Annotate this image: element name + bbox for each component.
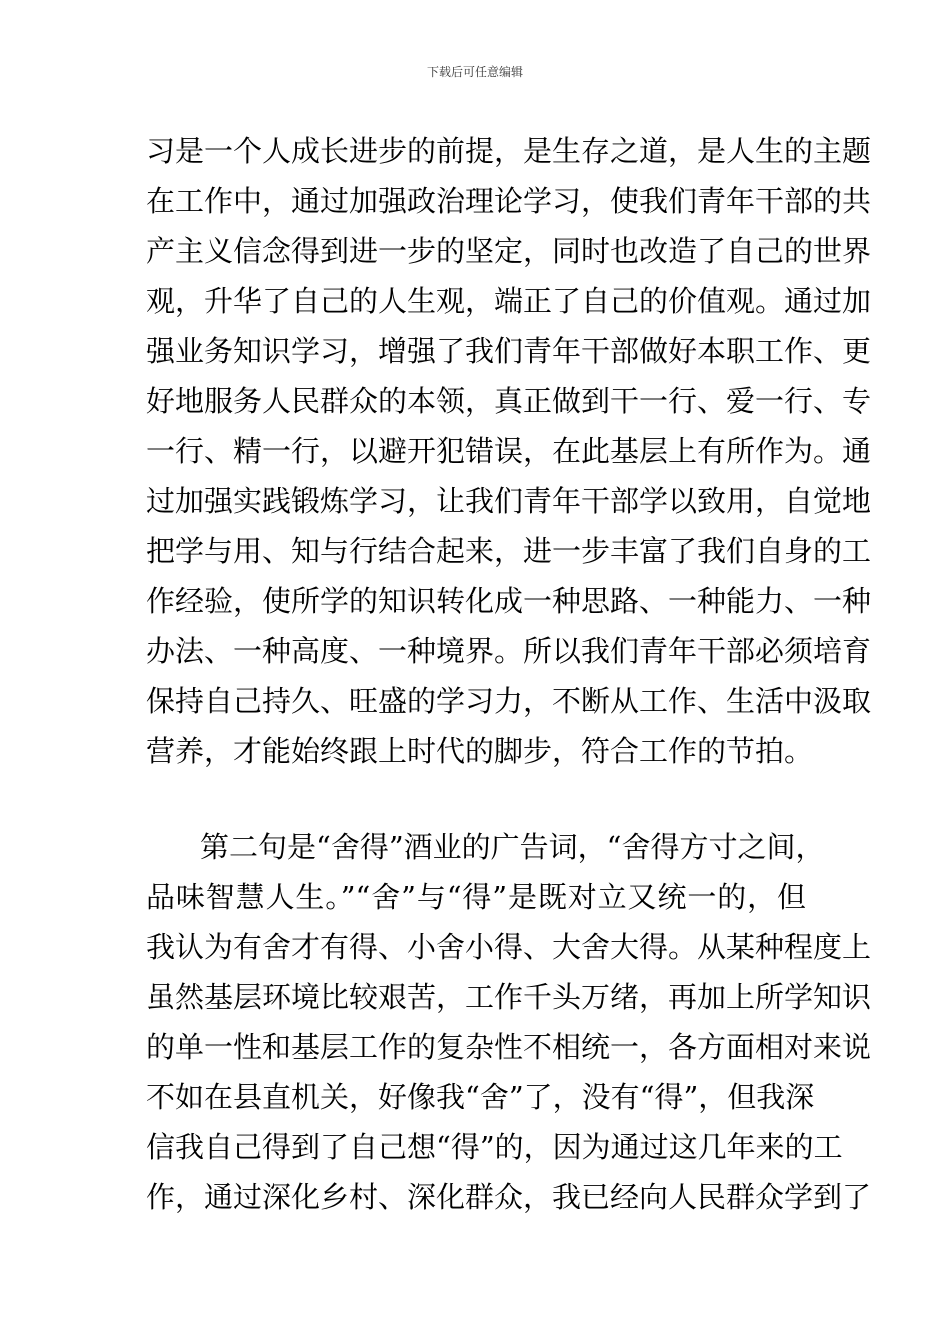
paragraph-1-line-10: 作经验，使所学的知识转化成一种思路、一种能力、一种: [146, 584, 872, 618]
paragraph-2-line-3: 我认为有舍才有得、小舍小得、大舍大得。从某种程度上: [146, 930, 872, 964]
paragraph-1-line-12: 保持自己持久、旺盛的学习力，不断从工作、生活中汲取: [146, 684, 872, 718]
page-header: 下载后可任意编辑: [426, 65, 523, 79]
paragraph-2-line-4: 虽然基层环境比较艰苦，工作千头万绪，再加上所学知识: [146, 980, 872, 1014]
paragraph-2-line-2: 品味智慧人生。”“舍”与“得”是既对立又统一的，但: [146, 880, 806, 914]
paragraph-2-line-5: 的单一性和基层工作的复杂性不相统一，各方面相对来说: [146, 1030, 872, 1064]
paragraph-1-line-9: 把学与用、知与行结合起来，进一步丰富了我们自身的工: [146, 534, 872, 568]
paragraph-2-line-7: 信我自己得到了自己想“得”的，因为通过这几年来的工: [146, 1130, 843, 1164]
paragraph-1-line-7: 一行、精一行，以避开犯错误，在此基层上有所作为。通: [146, 434, 872, 468]
paragraph-2-line-8: 作，通过深化乡村、深化群众，我已经向人民群众学到了: [146, 1180, 872, 1214]
paragraph-1-line-6: 好地服务人民群众的本领，真正做到干一行、爱一行、专: [146, 384, 872, 418]
paragraph-1-line-11: 办法、一种高度、一种境界。所以我们青年干部必须培育: [146, 634, 872, 668]
paragraph-2-line-6: 不如在县直机关，好像我“舍”了，没有“得”，但我深: [146, 1080, 815, 1114]
paragraph-1-line-1: 习是一个人成长进步的前提，是生存之道，是人生的主题: [146, 134, 872, 168]
paragraph-1-line-2: 在工作中，通过加强政治理论学习，使我们青年干部的共: [146, 184, 872, 218]
paragraph-1-line-3: 产主义信念得到进一步的坚定，同时也改造了自己的世界: [146, 234, 872, 268]
paragraph-1-line-8: 过加强实践锻炼学习，让我们青年干部学以致用，自觉地: [146, 484, 872, 518]
paragraph-1-line-5: 强业务知识学习，增强了我们青年干部做好本职工作、更: [146, 334, 872, 368]
paragraph-1-line-4: 观，升华了自己的人生观，端正了自己的价值观。通过加: [146, 284, 872, 318]
paragraph-2-line-1: 第二句是“舍得”酒业的广告词，“舍得方寸之间，: [200, 830, 825, 864]
paragraph-1-line-13: 营养，才能始终跟上时代的脚步，符合工作的节拍。: [146, 734, 814, 768]
